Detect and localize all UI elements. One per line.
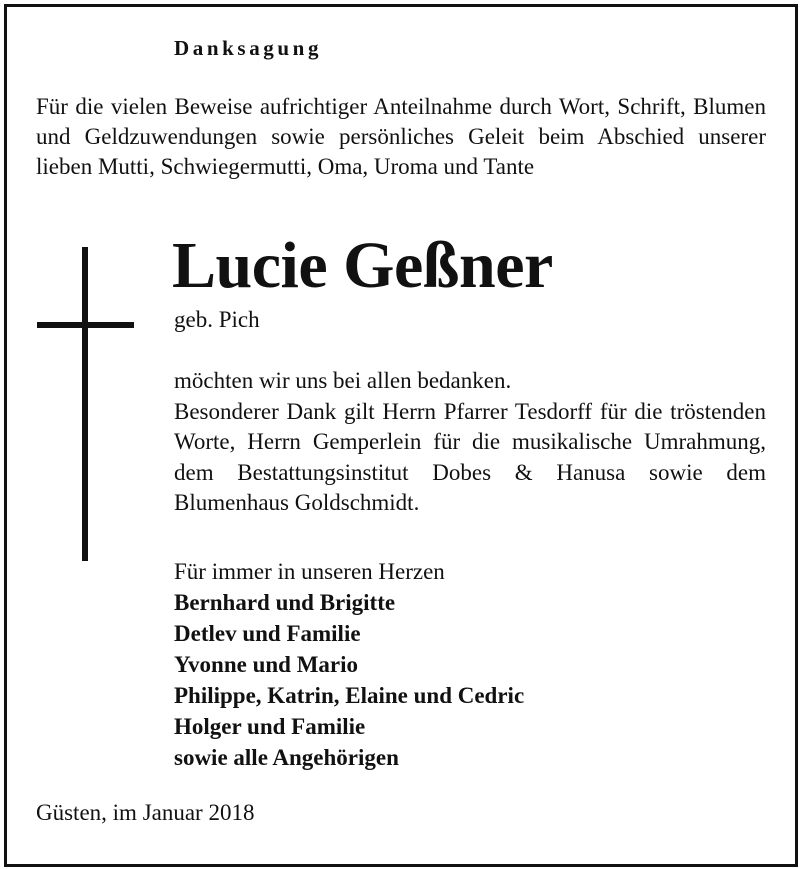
deceased-name: Lucie Geßner — [172, 229, 553, 302]
notice-heading: Danksagung — [174, 36, 323, 60]
maiden-name: geb. Pich — [174, 307, 260, 332]
family-member: Holger und Familie — [174, 714, 366, 739]
closing-phrase: Für immer in unseren Herzen — [174, 559, 445, 584]
intro-text: Für die vielen Beweise aufrichtiger Anteilnahme durch Wort, Schrift, Blumen und Geldzuwendungen sowie persönliches Geleit beim Abschied unserer lieben Mutti, Schwiegermutti, Oma, Uroma und Tante — [36, 94, 766, 179]
family-list — [174, 587, 524, 773]
thanks-paragraph: Besonderer Dank gilt Herrn Pfarrer Tesdorff für die tröstenden Worte, Herrn Gemperlein für die musikalische Umrahmung, dem Bestattungsinstitut Dobes & Hanusa sowie dem Blumenhaus Goldschmidt. — [174, 398, 766, 515]
cross-vertical-bar — [82, 247, 88, 561]
thanks-text — [174, 366, 766, 519]
family-member: Bernhard und Brigitte — [174, 590, 396, 615]
cross-horizontal-bar — [37, 322, 134, 328]
thanks-line: möchten wir uns bei allen bedanken. — [174, 368, 512, 393]
family-member: Detlev und Familie — [174, 621, 361, 646]
place-date: Güsten, im Januar 2018 — [36, 800, 255, 825]
family-member: Yvonne und Mario — [174, 652, 359, 677]
family-member: sowie alle Angehörigen — [174, 745, 399, 770]
family-member: Philippe, Katrin, Elaine und Cedric — [174, 683, 525, 708]
